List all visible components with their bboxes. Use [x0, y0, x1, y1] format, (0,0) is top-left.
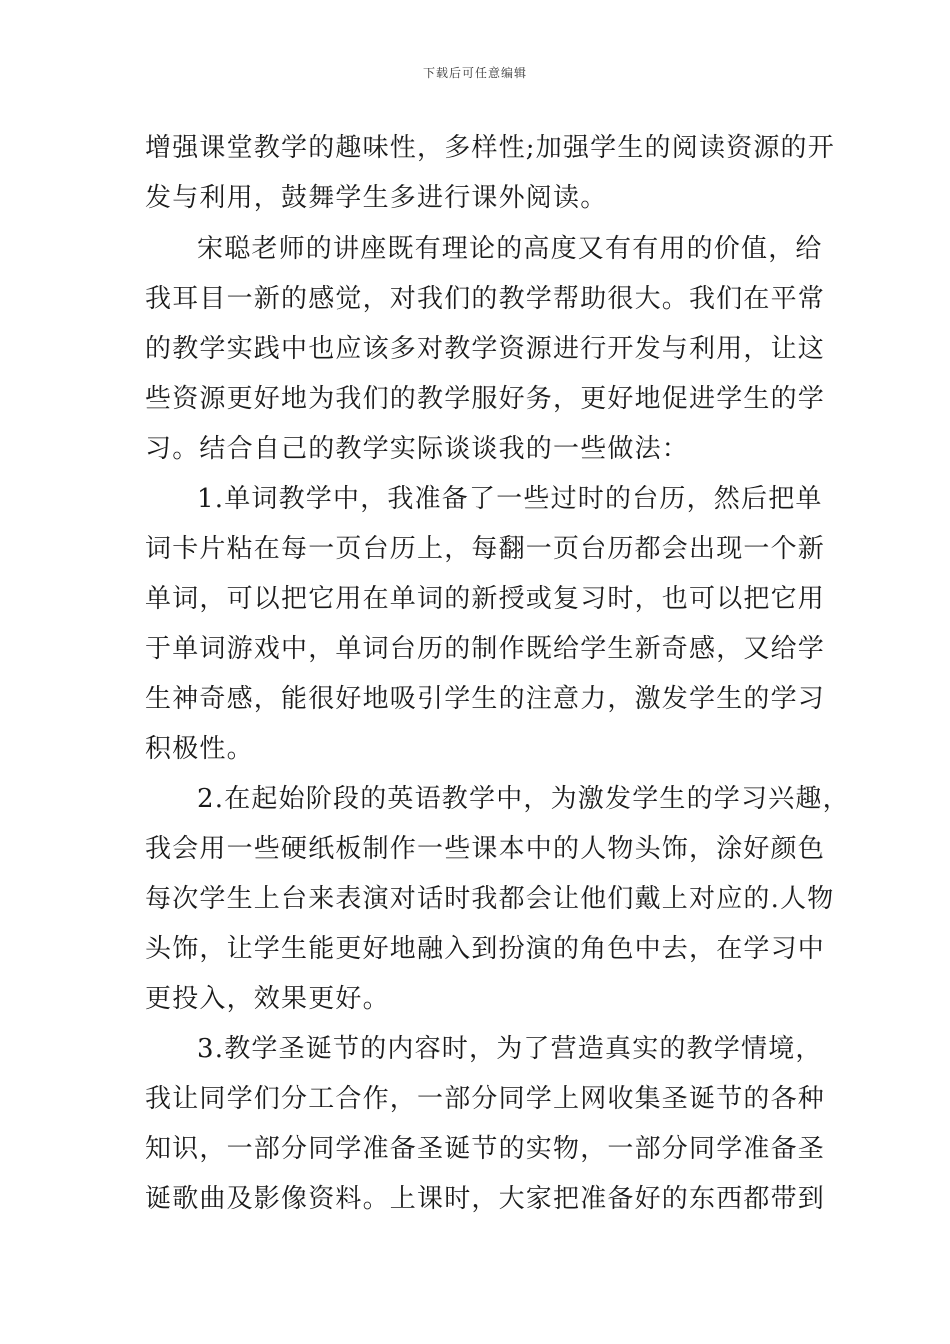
text-line: 1.单词教学中，我准备了一些过时的台历，然后把单: [197, 484, 823, 514]
text-line: 生神奇感，能很好地吸引学生的注意力，激发学生的学习: [145, 684, 826, 714]
text-line: 3.教学圣诞节的内容时，为了营造真实的教学情境，: [197, 1034, 823, 1064]
text-line: 些资源更好地为我们的教学服好务，更好地促进学生的学: [145, 384, 826, 414]
text-line: 每次学生上台来表演对话时我都会让他们戴上对应的.人物: [145, 884, 835, 914]
text-line: 习。结合自己的教学实际谈谈我的一些做法：: [145, 434, 690, 464]
text-line: 发与利用，鼓舞学生多进行课外阅读。: [145, 183, 608, 213]
text-line: 我让同学们分工合作，一部分同学上网收集圣诞节的各种: [145, 1084, 826, 1114]
text-line: 我耳目一新的感觉，对我们的教学帮助很大。我们在平常: [145, 284, 826, 314]
text-line: 更投入，效果更好。: [145, 984, 390, 1014]
text-line: 词卡片粘在每一页台历上，每翻一页台历都会出现一个新: [145, 534, 826, 564]
text-line: 知识，一部分同学准备圣诞节的实物，一部分同学准备圣: [145, 1134, 826, 1164]
text-line: 于单词游戏中，单词台历的制作既给学生新奇感，又给学: [145, 634, 826, 664]
text-line: 2.在起始阶段的英语教学中，为激发学生的学习兴趣，: [197, 784, 850, 814]
text-line: 宋聪老师的讲座既有理论的高度又有有用的价值，给: [197, 234, 823, 264]
text-line: 诞歌曲及影像资料。上课时，大家把准备好的东西都带到: [145, 1184, 826, 1214]
text-line: 单词，可以把它用在单词的新授或复习时，也可以把它用: [145, 584, 826, 614]
text-line: 我会用一些硬纸板制作一些课本中的人物头饰，涂好颜色: [145, 834, 826, 864]
text-line: 增强课堂教学的趣味性，多样性;加强学生的阅读资源的开: [145, 133, 835, 163]
text-line: 头饰，让学生能更好地融入到扮演的角色中去，在学习中: [145, 934, 826, 964]
page-header-note: 下载后可任意编辑: [422, 66, 527, 80]
text-line: 的教学实践中也应该多对教学资源进行开发与利用，让这: [145, 334, 826, 364]
text-line: 积极性。: [145, 734, 254, 764]
